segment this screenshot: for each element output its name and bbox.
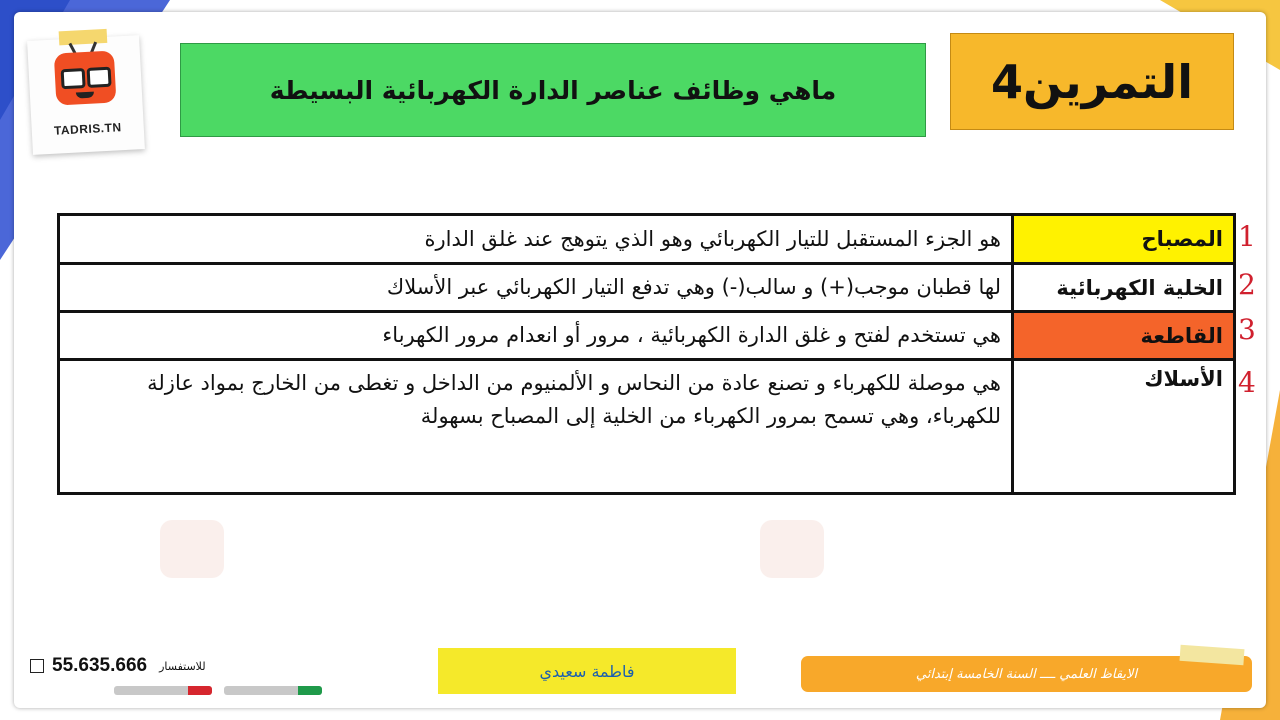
course-footer-bar xyxy=(801,656,1252,692)
term-cell: المصباح xyxy=(1013,215,1235,264)
glasses-right-icon xyxy=(87,67,112,88)
green-marker-icon[interactable] xyxy=(224,686,322,695)
watermark-mascot-icon xyxy=(760,520,824,578)
exercise-banner xyxy=(950,33,1234,130)
definition-cell: هي تستخدم لفتح و غلق الدارة الكهربائية ، مرور أو انعدام مرور الكهرباء xyxy=(59,312,1013,360)
checkbox[interactable] xyxy=(30,659,44,673)
course-label: الايقاظ العلمي ــــ السنة الخامسة إبتدائي xyxy=(915,666,1138,682)
red-marker-icon[interactable] xyxy=(114,686,212,695)
brand-logo xyxy=(27,35,145,155)
question-banner xyxy=(180,43,926,137)
row-number-annotation: 2 xyxy=(1238,268,1256,301)
table-row xyxy=(59,312,1235,360)
exercise-title: التمرين4 xyxy=(991,54,1193,109)
pen-markers xyxy=(114,686,326,698)
glasses-left-icon xyxy=(61,68,86,89)
brand-name: TADRIS.TN xyxy=(53,120,122,138)
row-number-annotation: 3 xyxy=(1238,313,1256,346)
teacher-name-box xyxy=(438,648,736,694)
contact-label: للاستفسار xyxy=(159,659,206,673)
definition-cell: هي موصلة للكهرباء و تصنع عادة من النحاس و الألمنيوم من الداخل و تغطى من الخارج بمواد عازلة للكهرباء، وهي تسمح بمرور الكهرباء من الخلية إلى المصباح بسهولة xyxy=(59,360,1013,494)
row-number-annotation: 4 xyxy=(1238,366,1256,399)
definition-cell: لها قطبان موجب(+) و سالب(-) وهي تدفع التيار الكهربائي عبر الأسلاك xyxy=(59,264,1013,312)
term-cell: القاطعة xyxy=(1013,312,1235,360)
table-row xyxy=(59,215,1235,264)
question-text: ماهي وظائف عناصر الدارة الكهربائية البسيطة xyxy=(269,75,837,105)
teacher-name: فاطمة سعيدي xyxy=(539,661,635,681)
definition-cell: هو الجزء المستقبل للتيار الكهربائي وهو الذي يتوهج عند غلق الدارة xyxy=(59,215,1013,264)
row-number-annotation: 1 xyxy=(1238,220,1256,253)
phone-number: 55.635.666 xyxy=(52,655,148,676)
definitions-table xyxy=(57,213,1236,495)
table-row xyxy=(59,360,1235,494)
contact-info xyxy=(30,653,206,679)
watermark-mascot-icon xyxy=(160,520,224,578)
term-cell: الأسلاك xyxy=(1013,360,1235,494)
term-cell: الخلية الكهربائية xyxy=(1013,264,1235,312)
table-row xyxy=(59,264,1235,312)
tape-decoration xyxy=(59,29,108,45)
